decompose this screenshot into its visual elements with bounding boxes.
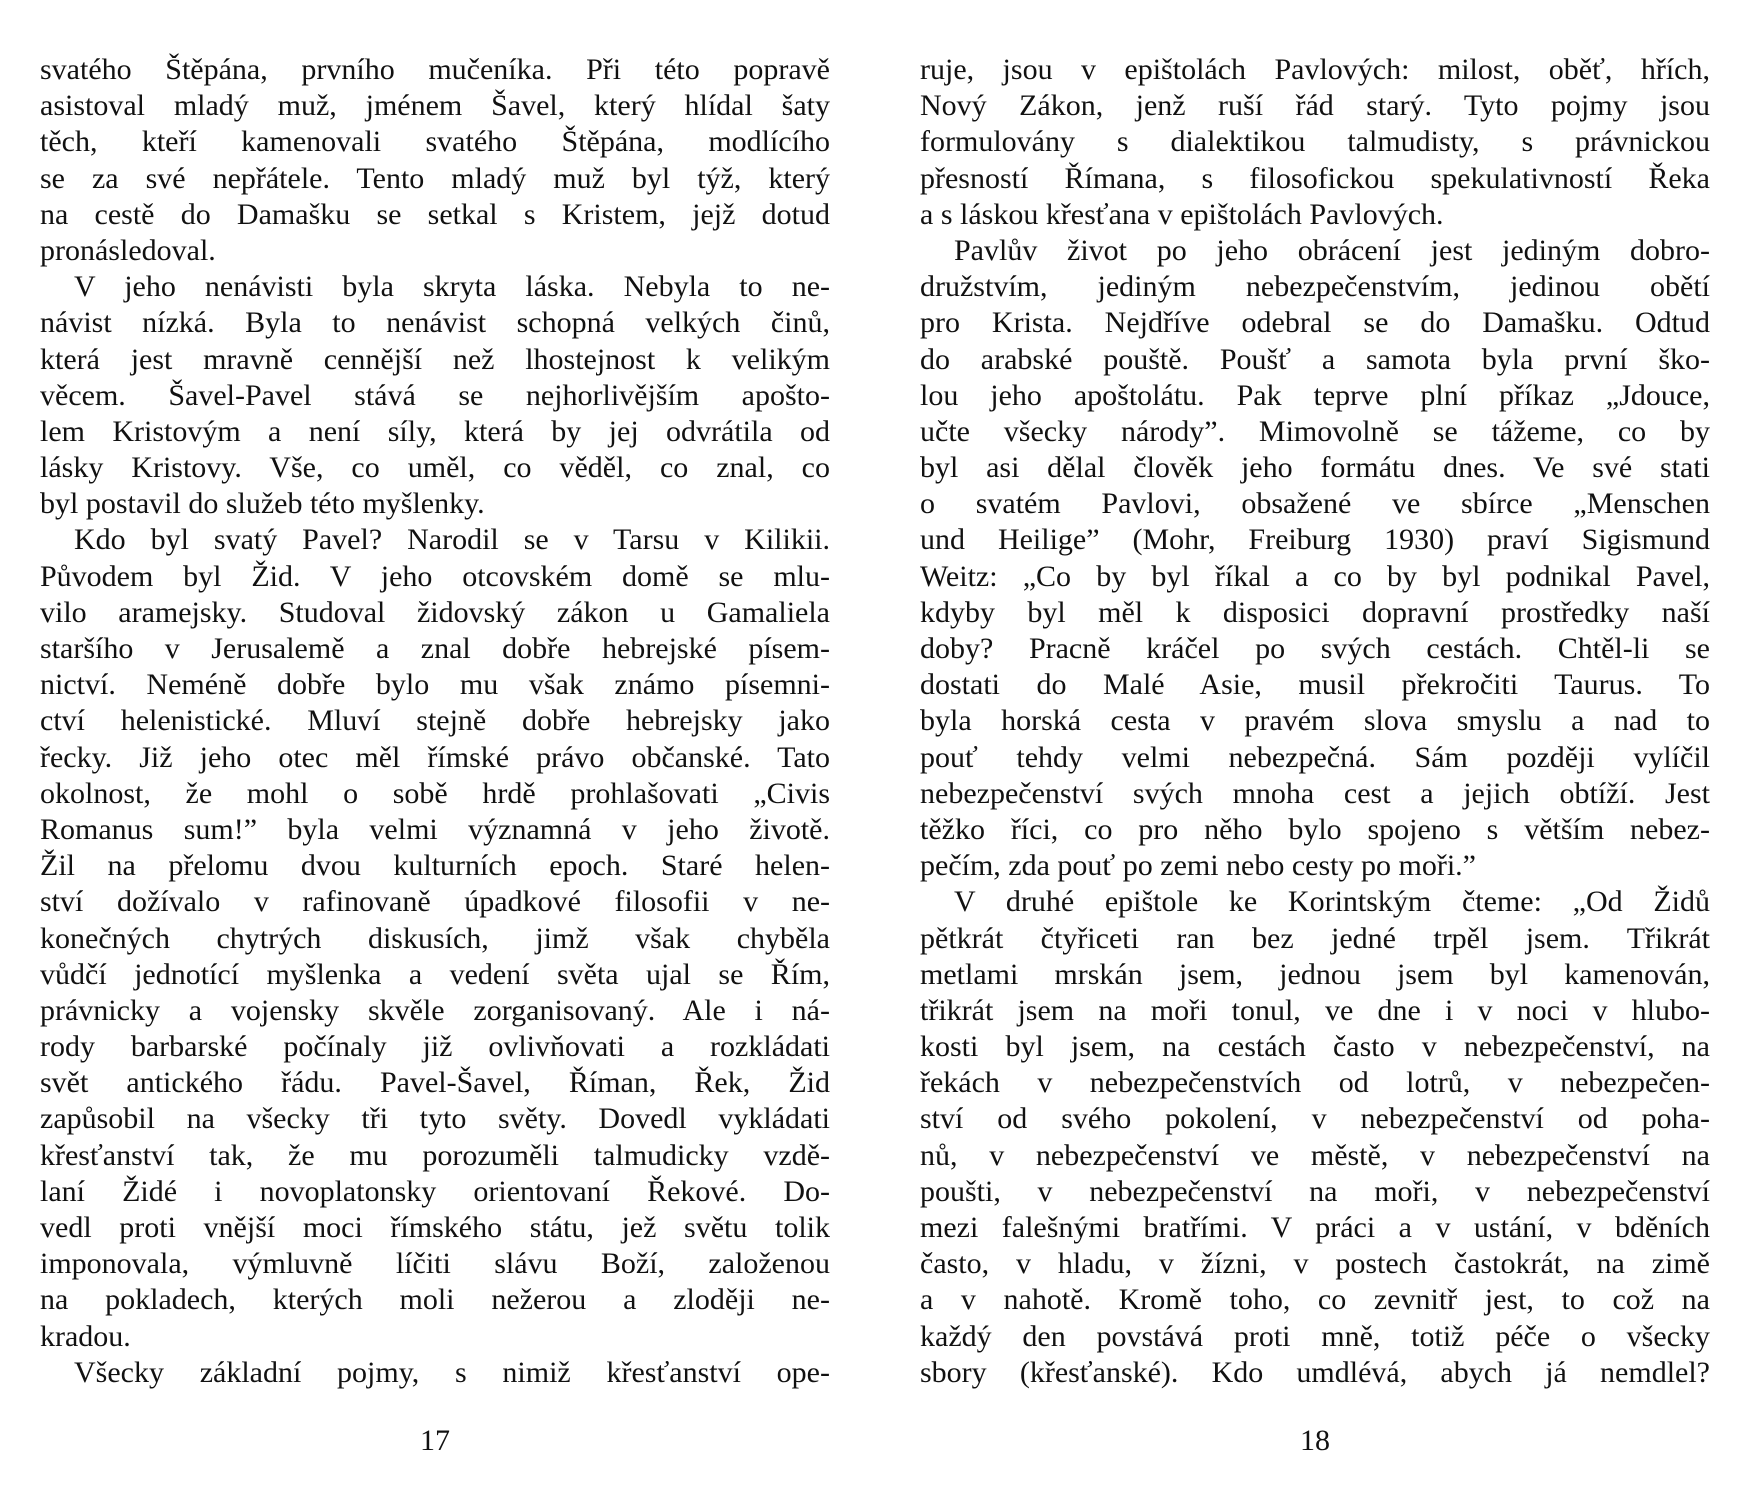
text-line: Romanus sum!” byla velmi významná v jeho životě. xyxy=(40,812,830,846)
text-line: dostati do Malé Asie, musil překročiti Taurus. To xyxy=(920,668,1710,702)
text-line: nictví. Neméně dobře bylo mu však známo písemni- xyxy=(40,668,830,702)
text-line: poušti, v nebezpečenství na moři, v nebezpečenství xyxy=(920,1174,1710,1208)
text-line: svatého Štěpána, prvního mučeníka. Při této popravě xyxy=(40,53,830,86)
page-number: 18 xyxy=(1300,1424,1330,1457)
text-line: imponovala, výmluvně líčiti slávu Boží, založenou xyxy=(40,1247,830,1281)
text-line: konečných chytrých diskusích, jimž však chyběla xyxy=(40,921,830,955)
text-line: Weitz: „Co by byl říkal a co by byl podnikal Pavel, xyxy=(920,559,1710,593)
text-line: často, v hladu, v žízni, v postech častokrát, na zimě xyxy=(920,1247,1710,1281)
text-line: která jest mravně cennější než lhostejnost k velikým xyxy=(40,342,830,376)
text-line: právnicky a vojensky skvěle zorganisovaný. Ale i ná- xyxy=(40,993,830,1027)
text-line: věcem. Šavel-Pavel stává se nejhorlivějším apošto- xyxy=(40,378,830,412)
text-line: Žil na přelomu dvou kulturních epoch. Staré helen- xyxy=(40,849,830,883)
text-line: ruje, jsou v epištolách Pavlových: milost, oběť, hřích, xyxy=(920,53,1710,86)
text-line: formulovány s dialektikou talmudisty, s právnickou xyxy=(920,125,1710,159)
text-line: družstvím, jediným nebezpečenstvím, jedinou obětí xyxy=(920,270,1710,304)
text-line: kradou. xyxy=(40,1319,131,1353)
text-line: vůdčí jednotící myšlenka a vedení světa ujal se Řím, xyxy=(40,957,830,991)
text-line: řekách v nebezpečenstvích od lotrů, v nebezpečen- xyxy=(920,1066,1710,1100)
text-line: Původem byl Žid. V jeho otcovském domě se mlu- xyxy=(40,559,830,593)
text-line: V jeho nenávisti byla skryta láska. Nebyla to ne- xyxy=(74,270,830,304)
text-line: kosti byl jsem, na cestách často v nebezpečenství, na xyxy=(920,1030,1710,1064)
text-line: do arabské pouště. Poušť a samota byla první ško- xyxy=(920,342,1710,376)
text-line: ctví helenistické. Mluví stejně dobře hebrejsky jako xyxy=(40,704,830,738)
text-line: byl postavil do služeb této myšlenky. xyxy=(40,487,485,521)
text-line: řecky. Již jeho otec měl římské právo občanské. Tato xyxy=(40,740,830,774)
text-line: zapůsobil na všecky tři tyto světy. Dovedl vykládati xyxy=(40,1102,830,1136)
page-number: 17 xyxy=(420,1424,450,1457)
text-line: se za své nepřátele. Tento mladý muž byl týž, který xyxy=(40,161,830,195)
text-line: vilo aramejsky. Studoval židovský zákon u Gamaliela xyxy=(40,595,830,629)
text-line: pětkrát čtyřiceti ran bez jedné trpěl jsem. Třikrát xyxy=(920,921,1710,955)
text-line: pro Krista. Nejdříve odebral se do Damašku. Odtud xyxy=(920,306,1710,340)
text-line: kdyby byl měl k disposici dopravní prostředky naší xyxy=(920,595,1710,629)
text-line: a v nahotě. Kromě toho, co zevnitř jest, to což na xyxy=(920,1283,1710,1317)
text-line: lou jeho apoštolátu. Pak teprve plní příkaz „Jdouce, xyxy=(920,378,1710,412)
text-line: nebezpečenství svých mnoha cest a jejich obtíží. Jest xyxy=(920,776,1710,810)
text-line: návist nízká. Byla to nenávist schopná velkých činů, xyxy=(40,306,830,340)
text-line: byla horská cesta v pravém slova smyslu a nad to xyxy=(920,704,1710,738)
left-page-text xyxy=(40,52,830,1391)
text-line: těžko říci, co pro něho bylo spojeno s větším nebez- xyxy=(920,812,1710,846)
text-line: Pavlův život po jeho obrácení jest jediným dobro- xyxy=(954,233,1710,267)
right-page xyxy=(920,52,1710,1472)
text-line: a s láskou křesťana v epištolách Pavlových. xyxy=(920,197,1444,231)
text-line: křesťanství tak, že mu porozuměli talmudicky vzdě- xyxy=(40,1138,830,1172)
text-line: Kdo byl svatý Pavel? Narodil se v Tarsu v Kilikii. xyxy=(74,523,830,557)
text-line: těch, kteří kamenovali svatého Štěpána, modlícího xyxy=(40,125,830,159)
text-line: ství dožívalo v rafinovaně úpadkové filosofii v ne- xyxy=(40,885,830,919)
text-line: vedl proti vnější moci římského státu, jež světu tolik xyxy=(40,1211,830,1244)
text-line: svět antického řádu. Pavel-Šavel, Říman, Řek, Žid xyxy=(40,1066,830,1100)
right-page-text xyxy=(920,52,1710,1391)
text-line: na cestě do Damašku se setkal s Kristem, jejž dotud xyxy=(40,197,830,231)
text-line: sbory (křesťanské). Kdo umdlévá, abych já nemdlel? xyxy=(920,1355,1710,1389)
text-line: pečím, zda pouť po zemi nebo cesty po moři.” xyxy=(920,849,1476,883)
text-line: Všecky základní pojmy, s nimiž křesťanství ope- xyxy=(74,1355,830,1389)
text-line: staršího v Jerusalemě a znal dobře hebrejské písem- xyxy=(40,632,830,665)
left-page xyxy=(40,52,830,1472)
text-line: o svatém Pavlovi, obsažené ve sbírce „Menschen xyxy=(920,487,1710,521)
text-line: přesností Římana, s filosofickou spekulativností Řeka xyxy=(920,161,1710,195)
text-line: na pokladech, kterých moli nežerou a zloději ne- xyxy=(40,1283,830,1317)
text-line: V druhé epištole ke Korintským čteme: „Od Židů xyxy=(954,885,1710,919)
text-line: rody barbarské počínaly již ovlivňovati a rozkládati xyxy=(40,1030,830,1064)
text-line: und Heilige” (Mohr, Freiburg 1930) praví Sigismund xyxy=(920,523,1710,557)
text-line: pouť tehdy velmi nebezpečná. Sám později vylíčil xyxy=(920,740,1710,774)
text-line: učte všecky národy”. Mimovolně se tážeme, co by xyxy=(920,414,1710,448)
text-line: metlami mrskán jsem, jednou jsem byl kamenován, xyxy=(920,957,1710,991)
text-line: mezi falešnými bratřími. V práci a v ustání, v bděních xyxy=(920,1211,1710,1244)
text-line: Nový Zákon, jenž ruší řád starý. Tyto pojmy jsou xyxy=(920,89,1710,123)
text-line: asistoval mladý muž, jménem Šavel, který hlídal šaty xyxy=(40,89,830,123)
text-line: lem Kristovým a není síly, která by jej odvrátila od xyxy=(40,414,830,448)
text-line: doby? Pracně kráčel po svých cestách. Chtěl-li se xyxy=(920,632,1710,665)
text-line: pronásledoval. xyxy=(40,233,216,267)
text-line: lásky Kristovy. Vše, co uměl, co věděl, co znal, co xyxy=(40,451,830,485)
text-line: třikrát jsem na moři tonul, ve dne i v noci v hlubo- xyxy=(920,993,1710,1027)
text-line: laní Židé i novoplatonsky orientovaní Řekové. Do- xyxy=(40,1174,830,1208)
text-line: ství od svého pokolení, v nebezpečenství od poha- xyxy=(920,1102,1710,1136)
text-line: každý den povstává proti mně, totiž péče o všecky xyxy=(920,1319,1710,1353)
text-line: okolnost, že mohl o sobě hrdě prohlašovati „Civis xyxy=(40,776,830,810)
text-line: nů, v nebezpečenství ve městě, v nebezpečenství na xyxy=(920,1138,1710,1172)
text-line: byl asi dělal člověk jeho formátu dnes. Ve své stati xyxy=(920,451,1710,485)
